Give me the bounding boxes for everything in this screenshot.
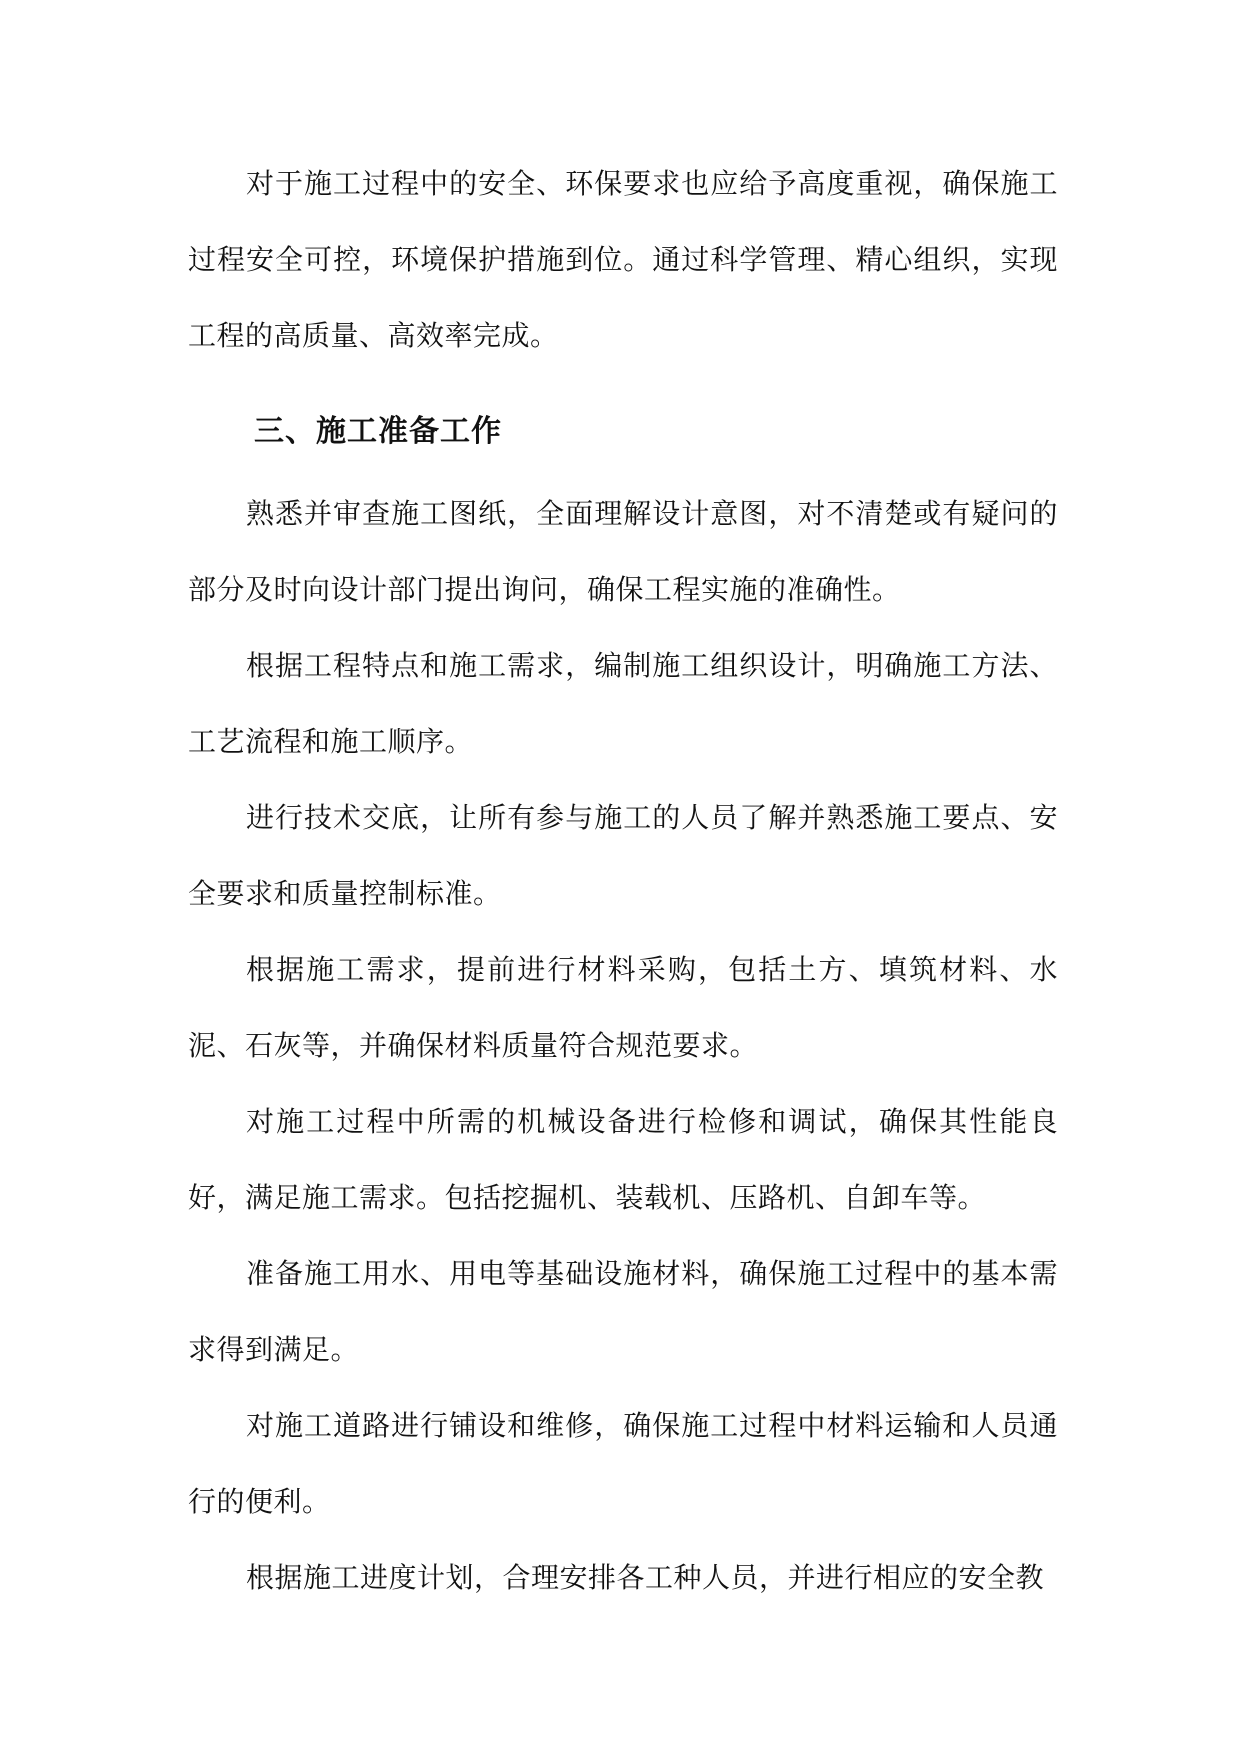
document-body [188,146,1058,1616]
paragraph-safety-environment: 对于施工过程中的安全、环保要求也应给予高度重视，确保施工过程安全可控，环境保护措施到位。通过科学管理、精心组织，实现工程的高质量、高效率完成。 [188,167,1058,352]
paragraph-utilities: 准备施工用水、用电等基础设施材料，确保施工过程中的基本需求得到满足。 [188,1257,1058,1366]
paragraph-construction-plan: 根据工程特点和施工需求，编制施工组织设计，明确施工方法、工艺流程和施工顺序。 [188,649,1058,758]
section-heading: 三、施工准备工作 [254,414,502,449]
paragraph-material-procurement: 根据施工需求，提前进行材料采购，包括土方、填筑材料、水泥、石灰等，并确保材料质量符合规范要求。 [188,953,1058,1062]
paragraph-equipment-maintenance: 对施工过程中所需的机械设备进行检修和调试，确保其性能良好，满足施工需求。包括挖掘机、装载机、压路机、自卸车等。 [188,1105,1058,1214]
paragraph-site-roads: 对施工道路进行铺设和维修，确保施工过程中材料运输和人员通行的便利。 [188,1409,1058,1518]
paragraph-review-drawings: 熟悉并审查施工图纸，全面理解设计意图，对不清楚或有疑问的部分及时向设计部门提出询问，确保工程实施的准确性。 [188,497,1058,606]
paragraph-staffing: 根据施工进度计划，合理安排各工种人员，并进行相应的安全教 [246,1561,1045,1594]
paragraph-technical-briefing: 进行技术交底，让所有参与施工的人员了解并熟悉施工要点、安全要求和质量控制标准。 [188,801,1058,910]
